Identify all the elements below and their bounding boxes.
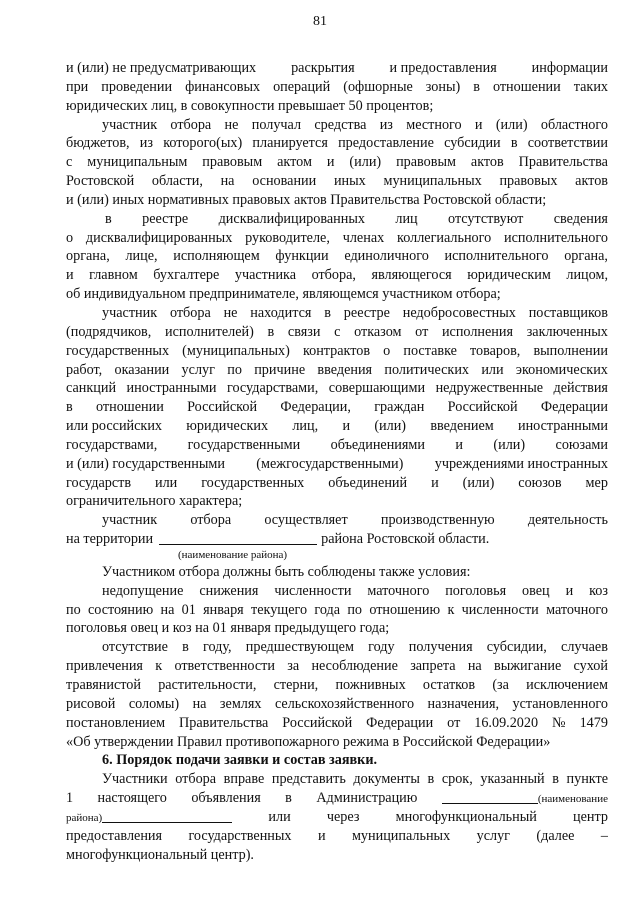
word: или xyxy=(268,808,291,825)
word: актом xyxy=(277,154,312,171)
word: Участники xyxy=(102,771,168,788)
word: исполнительного xyxy=(504,229,608,246)
word: через xyxy=(326,808,360,825)
word: Ростовской xyxy=(66,173,135,190)
word: растительности, xyxy=(158,677,257,693)
word: при xyxy=(66,78,89,95)
text-line xyxy=(66,492,608,511)
word: осуществляет xyxy=(264,512,348,529)
word: правовым xyxy=(396,154,456,171)
word: на xyxy=(160,601,175,618)
word: отбора xyxy=(175,771,217,788)
word: оказании xyxy=(114,361,170,378)
text-line xyxy=(66,417,608,436)
word: по xyxy=(227,361,242,378)
word: контрактов xyxy=(302,342,371,359)
word: вправе xyxy=(223,771,265,788)
text-line xyxy=(66,342,608,361)
text-line xyxy=(66,714,608,733)
word: правовых xyxy=(499,173,558,190)
word: союзов xyxy=(518,474,562,491)
word: участника xyxy=(234,267,297,284)
text-line xyxy=(66,172,608,191)
word: (или) xyxy=(374,418,407,435)
word: муниципальных xyxy=(351,827,451,844)
word: раскрытия xyxy=(291,60,355,76)
word: государствами, xyxy=(66,436,158,453)
word: и xyxy=(431,474,439,491)
text-line xyxy=(66,733,608,752)
word: и предоставления xyxy=(389,60,497,76)
word: о xyxy=(383,342,391,359)
word: юридическим xyxy=(467,267,551,284)
text-line xyxy=(66,97,608,116)
word: снижения xyxy=(199,582,259,599)
word: маточного xyxy=(367,582,430,599)
word: экономических xyxy=(515,361,608,378)
word: в xyxy=(510,135,518,152)
word: сухой xyxy=(573,658,608,675)
word: от xyxy=(447,714,461,731)
word: (за xyxy=(492,677,509,693)
word: субсидии xyxy=(444,135,501,152)
word: объявления xyxy=(191,790,261,807)
word: документы xyxy=(353,771,420,788)
text-line xyxy=(66,361,608,380)
word: запрета xyxy=(410,658,456,675)
word: недобросовестных xyxy=(402,304,516,321)
district-caption-group xyxy=(66,808,232,827)
word: отношении xyxy=(492,78,561,95)
word: привлечения xyxy=(66,658,143,675)
administration-blank-group xyxy=(442,789,608,808)
word: и (или) не предусматривающих xyxy=(66,60,257,76)
word: государств xyxy=(66,474,132,491)
word: в xyxy=(105,210,112,227)
word: сведения xyxy=(553,210,608,227)
word: планируется xyxy=(252,135,328,152)
word: состоянию xyxy=(87,601,154,618)
word: предоставления xyxy=(66,827,163,844)
word: (или) xyxy=(495,116,528,133)
district-name-blank xyxy=(159,530,317,545)
text-line xyxy=(66,638,608,657)
word: (подрядчиков, xyxy=(66,323,152,340)
word: услуг xyxy=(476,827,510,844)
word: от xyxy=(415,323,429,340)
word: правовым xyxy=(202,154,263,171)
word: Администрацию xyxy=(316,790,418,807)
word: учреждениями иностранных xyxy=(434,455,608,472)
word: финансовых xyxy=(185,78,261,95)
word: или xyxy=(154,474,178,491)
word: участник xyxy=(102,512,158,529)
document-body xyxy=(66,59,608,864)
line-text: многофункциональный центр). xyxy=(66,846,254,863)
word: совершающими xyxy=(328,380,426,397)
word: срок, xyxy=(441,771,473,788)
word: году xyxy=(368,639,395,656)
word: не xyxy=(224,116,239,133)
word: поголовья xyxy=(445,582,507,599)
word: муниципальных xyxy=(383,173,482,190)
text-line xyxy=(66,530,608,549)
word: (офшорные xyxy=(343,78,413,95)
text-line xyxy=(66,229,608,248)
word: с xyxy=(66,154,73,171)
word: в xyxy=(324,304,331,321)
word: недопущение xyxy=(102,582,184,599)
word: отбора xyxy=(190,512,232,529)
line-text: ограничительного характера; xyxy=(66,493,243,510)
word: работ, xyxy=(66,361,103,378)
word: являющегося xyxy=(371,267,452,284)
word: в xyxy=(267,323,275,340)
word: в xyxy=(182,639,189,656)
word: муниципальным xyxy=(87,154,188,171)
word: остатков xyxy=(422,677,476,693)
word: поставке xyxy=(403,342,457,359)
text-line xyxy=(66,789,608,808)
word: с xyxy=(334,323,341,340)
word: областного xyxy=(540,116,608,133)
word: из xyxy=(139,135,153,152)
word: основании xyxy=(252,173,317,190)
text-line xyxy=(66,808,608,827)
word: лиц xyxy=(395,210,418,227)
word: 1 xyxy=(66,790,74,807)
word: и xyxy=(317,827,326,844)
word: заключенных xyxy=(526,323,608,340)
text-line xyxy=(66,398,608,417)
word: в xyxy=(473,78,480,95)
word: по xyxy=(347,601,363,618)
word: исключением xyxy=(526,677,608,693)
caption-fragment: (наименование xyxy=(537,793,608,806)
word: иных xyxy=(333,173,366,190)
text-line xyxy=(66,210,608,229)
word: членах xyxy=(342,229,385,246)
word: исполняющем xyxy=(173,248,260,265)
word: недружественные xyxy=(435,380,544,397)
word: № xyxy=(552,714,566,731)
word: численности xyxy=(274,582,352,599)
word: ответственности xyxy=(174,658,275,675)
word: получения xyxy=(408,639,473,656)
section-heading: 6. Порядок подачи заявки и состав заявки. xyxy=(102,752,378,769)
line-text: и (или) иных нормативных правовых актов Правительства Ростовской области; xyxy=(66,191,547,208)
word: информации xyxy=(531,60,608,76)
word: соответствии xyxy=(527,135,608,152)
word: юридических xyxy=(186,418,269,435)
line-text: юридических лиц, в совокупности превышает 50 процентов; xyxy=(66,97,434,114)
word: отбора, xyxy=(311,267,356,284)
line-text: поголовья овец и коз на 01 января предыдущего года; xyxy=(66,620,390,637)
word: отбора xyxy=(169,304,211,321)
word: реестре xyxy=(343,304,390,321)
word: несоблюдение xyxy=(311,658,398,675)
word: Правительства xyxy=(518,154,608,171)
word: за xyxy=(287,658,300,675)
word: января xyxy=(203,601,244,618)
text-line xyxy=(66,455,608,474)
text-line xyxy=(66,511,608,530)
word: овец xyxy=(522,582,550,599)
word: случаев xyxy=(561,639,608,656)
text-line xyxy=(66,619,608,638)
word: указанный xyxy=(480,771,545,788)
word: по xyxy=(66,601,81,618)
word: поставщиков xyxy=(528,304,608,321)
word: представить xyxy=(271,771,346,788)
word: политических xyxy=(384,361,470,378)
word: в xyxy=(285,790,292,807)
line-text: об индивидуальном предпринимателе, являющемся участником отбора; xyxy=(66,286,501,303)
text-line xyxy=(66,846,608,865)
word: не xyxy=(223,304,238,321)
word: и xyxy=(326,154,335,171)
word: и xyxy=(455,436,463,453)
text-line xyxy=(66,266,608,285)
word: в xyxy=(552,771,559,788)
word: отношении xyxy=(96,399,164,416)
word: государственных xyxy=(201,474,305,491)
word: в xyxy=(427,771,435,788)
word: стерни, xyxy=(273,677,319,693)
word: реестре xyxy=(142,210,189,227)
word: государствами, xyxy=(227,380,319,397)
word: назначения, xyxy=(427,695,500,712)
word: маточного xyxy=(546,601,608,618)
word: дисквалифицированных xyxy=(85,229,233,246)
word: операций xyxy=(273,78,331,95)
word: 01 xyxy=(181,601,196,618)
word: услуг xyxy=(181,361,215,378)
word: отсутствуют xyxy=(448,210,524,227)
text-line xyxy=(66,153,608,172)
word: средства xyxy=(314,116,367,133)
text-line xyxy=(66,247,608,266)
word: Федерации, xyxy=(280,399,351,416)
word: государственных xyxy=(66,342,170,359)
word: Российской xyxy=(187,399,258,416)
word: товаров, xyxy=(470,342,521,359)
word: лиц, xyxy=(292,418,319,435)
word: функции xyxy=(275,248,329,265)
word: участник xyxy=(102,304,158,321)
word: настоящего xyxy=(97,790,167,807)
word: центр xyxy=(573,808,608,825)
word: причине xyxy=(254,361,306,378)
word: отношению xyxy=(369,601,441,618)
word: (межгосударственными) xyxy=(256,455,404,472)
word: выжигание xyxy=(494,658,562,675)
word: органа, xyxy=(66,248,110,265)
word: мер xyxy=(585,474,608,491)
word: деятельность xyxy=(527,512,608,529)
word: введением xyxy=(430,418,494,435)
word: выполнении xyxy=(533,342,608,359)
text-line xyxy=(66,770,608,789)
text-line xyxy=(66,474,608,493)
text-line xyxy=(66,379,608,398)
word: объединений xyxy=(328,474,408,491)
word: предоставление xyxy=(338,135,434,152)
word: многофункциональный xyxy=(395,808,537,825)
word: санкций xyxy=(66,380,117,397)
word: 1479 xyxy=(579,714,608,731)
text-line xyxy=(66,191,608,210)
word: Российской xyxy=(282,714,353,731)
word: объединениями xyxy=(330,436,425,453)
word: органа, xyxy=(564,248,608,265)
word: и (или) государственными xyxy=(66,455,225,472)
district-blank xyxy=(102,810,232,823)
word: Правительства xyxy=(179,714,269,731)
word: введения xyxy=(317,361,373,378)
administration-name-blank xyxy=(442,789,538,804)
word: актов xyxy=(575,173,608,190)
word: к xyxy=(447,601,455,618)
word: союзами xyxy=(555,436,608,453)
word: коллегиального xyxy=(397,229,492,246)
word: местного xyxy=(406,116,462,133)
word: Российской xyxy=(447,399,518,416)
word: и xyxy=(342,418,351,435)
text-line xyxy=(66,134,608,153)
text-line xyxy=(66,323,608,342)
text-line xyxy=(66,285,608,304)
word: дисквалифицированных xyxy=(218,210,365,227)
word: 16.09.2020 xyxy=(474,714,539,731)
word: субсидии, xyxy=(486,639,547,656)
word: о xyxy=(66,229,74,246)
word: (муниципальных) xyxy=(182,342,290,359)
page-number: 81 xyxy=(313,14,327,29)
word: землях xyxy=(219,695,262,712)
text-line xyxy=(66,601,608,620)
word: в xyxy=(66,399,73,416)
word: государственными xyxy=(187,436,301,453)
word: и xyxy=(474,116,483,133)
word: главном xyxy=(89,267,138,284)
district-name-caption: (наименование района) xyxy=(178,548,288,561)
word: получал xyxy=(251,116,302,133)
word: году, xyxy=(203,639,232,656)
word: соломы) xyxy=(128,695,180,712)
word: иностранными xyxy=(518,418,608,435)
text-line xyxy=(66,116,608,135)
word: пункте xyxy=(566,771,608,788)
word: отказом xyxy=(354,323,402,340)
text-line xyxy=(66,549,608,563)
word: численности xyxy=(461,601,539,618)
word: года xyxy=(314,601,341,618)
word: проведении xyxy=(101,78,173,95)
word: на xyxy=(220,173,235,190)
word: или xyxy=(481,361,504,378)
text-line xyxy=(66,78,608,97)
word: на xyxy=(467,658,482,675)
word: (или) xyxy=(493,436,526,453)
word: производственную xyxy=(380,512,495,529)
word: постановлением xyxy=(66,714,166,731)
word: лице, xyxy=(125,248,158,265)
word: участник xyxy=(102,116,158,133)
word: из xyxy=(379,116,393,133)
text-line xyxy=(66,827,608,846)
word: отбора xyxy=(170,116,212,133)
text-line xyxy=(66,751,608,770)
territory-prefix: на территории xyxy=(66,531,154,548)
text-line xyxy=(66,304,608,323)
word: пожнивных xyxy=(335,677,406,693)
word: коз xyxy=(589,582,608,599)
line-text: «Об утверждении Правил противопожарного режима в Российской Федерации» xyxy=(66,733,551,750)
word: находится xyxy=(250,304,312,321)
word: граждан xyxy=(374,399,425,416)
word: рисовой xyxy=(66,695,116,712)
word: актов xyxy=(470,154,504,171)
word: бюджетов, xyxy=(66,135,130,152)
word: и xyxy=(565,582,574,599)
word: (или) xyxy=(349,154,382,171)
word: бухгалтере xyxy=(153,267,220,284)
word: которого(ых) xyxy=(163,135,243,152)
word: Федерации xyxy=(366,714,434,731)
text-line xyxy=(66,582,608,601)
text-line xyxy=(66,59,608,78)
word: Федерации xyxy=(540,399,608,416)
word: таких xyxy=(573,78,608,95)
word: исполнения xyxy=(441,323,514,340)
word: руководителе, xyxy=(245,229,330,246)
word: зоны) xyxy=(425,78,461,95)
word: к xyxy=(155,658,163,675)
word: или российских xyxy=(66,418,163,435)
text-line xyxy=(66,436,608,455)
word: области, xyxy=(151,173,203,190)
word: действия xyxy=(553,380,608,397)
word: сельскохозяйственного xyxy=(274,695,415,712)
text-line xyxy=(66,563,608,582)
text-line xyxy=(66,676,608,695)
text-line xyxy=(66,695,608,714)
word: текущего xyxy=(251,601,308,618)
word: предшествующем xyxy=(245,639,354,656)
word: на xyxy=(192,695,207,712)
word: установленного xyxy=(512,695,608,712)
word: единоличного xyxy=(344,248,429,265)
word: исполнительного xyxy=(444,248,549,265)
text-line xyxy=(66,657,608,676)
word: связи xyxy=(287,323,321,340)
word: травянистой xyxy=(66,677,141,693)
territory-suffix: района Ростовской области. xyxy=(321,531,490,548)
word: (далее xyxy=(536,827,575,844)
word: государственных xyxy=(188,827,292,844)
word: иностранными xyxy=(126,380,217,397)
word: – xyxy=(600,827,608,844)
word: исполнителей) xyxy=(164,323,254,340)
word: отсутствие xyxy=(102,639,168,656)
line-text: Участником отбора должны быть соблюдены также условия: xyxy=(102,563,471,580)
word: (или) xyxy=(462,474,495,491)
word: и xyxy=(66,267,74,284)
word: лицом, xyxy=(566,267,608,284)
caption-fragment: района) xyxy=(66,811,103,824)
